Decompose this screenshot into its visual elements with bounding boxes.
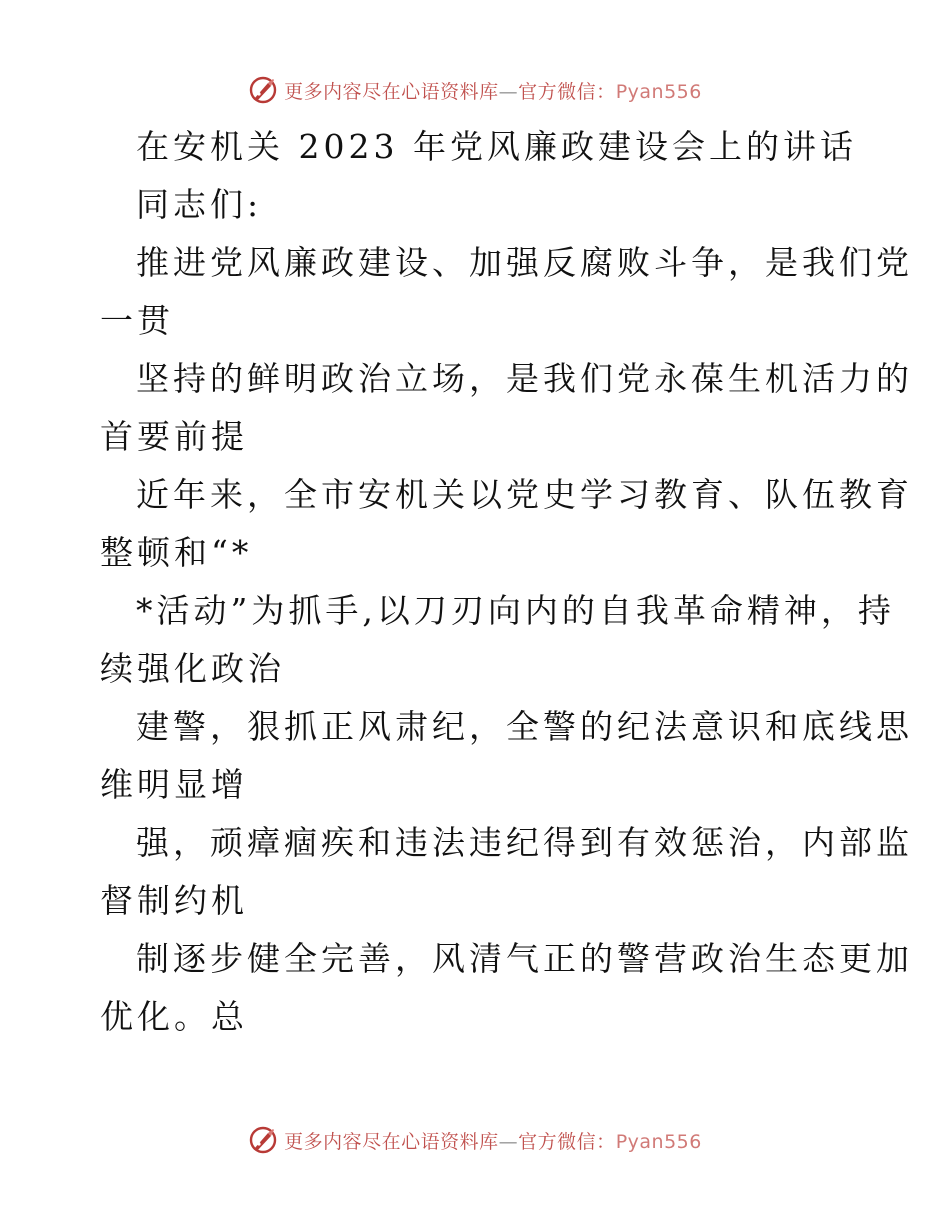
watermark-contact-id: Pyan556 [615, 80, 702, 103]
watermark-contact-label: 官方微信： [518, 1130, 616, 1153]
document-title: 在安机关 2023 年党风廉政建设会上的讲话 [136, 127, 857, 166]
text-line: 制逐步健全完善，风清气正的警营政治生态更加 [136, 939, 913, 978]
watermark-library-name: 更多内容尽在心语资料库 [284, 1130, 499, 1153]
text-line: 优化。总 [100, 997, 248, 1036]
watermark-text [284, 1127, 702, 1154]
text-line: 维明显增 [100, 765, 248, 804]
document-body [100, 118, 913, 1046]
text-line: 整顿和“* [100, 533, 253, 572]
watermark-contact-label: 官方微信： [518, 80, 616, 103]
text-line: 建警，狠抓正风肃纪，全警的纪法意识和底线思 [136, 707, 913, 746]
text-line: 续强化政治 [100, 649, 285, 688]
text-line: 推进党风廉政建设、加强反腐败斗争，是我们党 [136, 243, 913, 282]
text-line: 坚持的鲜明政治立场，是我们党永葆生机活力的 [136, 359, 913, 398]
watermark-dash: — [498, 80, 519, 103]
salutation: 同志们: [136, 185, 263, 224]
text-line: 一贯 [100, 301, 174, 340]
quill-pen-logo-icon [248, 1125, 278, 1155]
watermark-dash: — [498, 1130, 519, 1153]
footer-watermark [0, 1120, 950, 1160]
text-line: 首要前提 [100, 417, 248, 456]
header-watermark [0, 70, 950, 110]
watermark-contact-id: Pyan556 [615, 1130, 702, 1153]
quill-pen-logo-icon [248, 75, 278, 105]
text-line: *活动”为抓手,以刀刃向内的自我革命精神，持 [136, 591, 895, 630]
watermark-library-name: 更多内容尽在心语资料库 [284, 80, 499, 103]
text-line: 强，顽瘴痼疾和违法违纪得到有效惩治，内部监 [136, 823, 913, 862]
watermark-text [284, 77, 702, 104]
text-line: 督制约机 [100, 881, 248, 920]
text-line: 近年来，全市安机关以党史学习教育、队伍教育 [136, 475, 913, 514]
